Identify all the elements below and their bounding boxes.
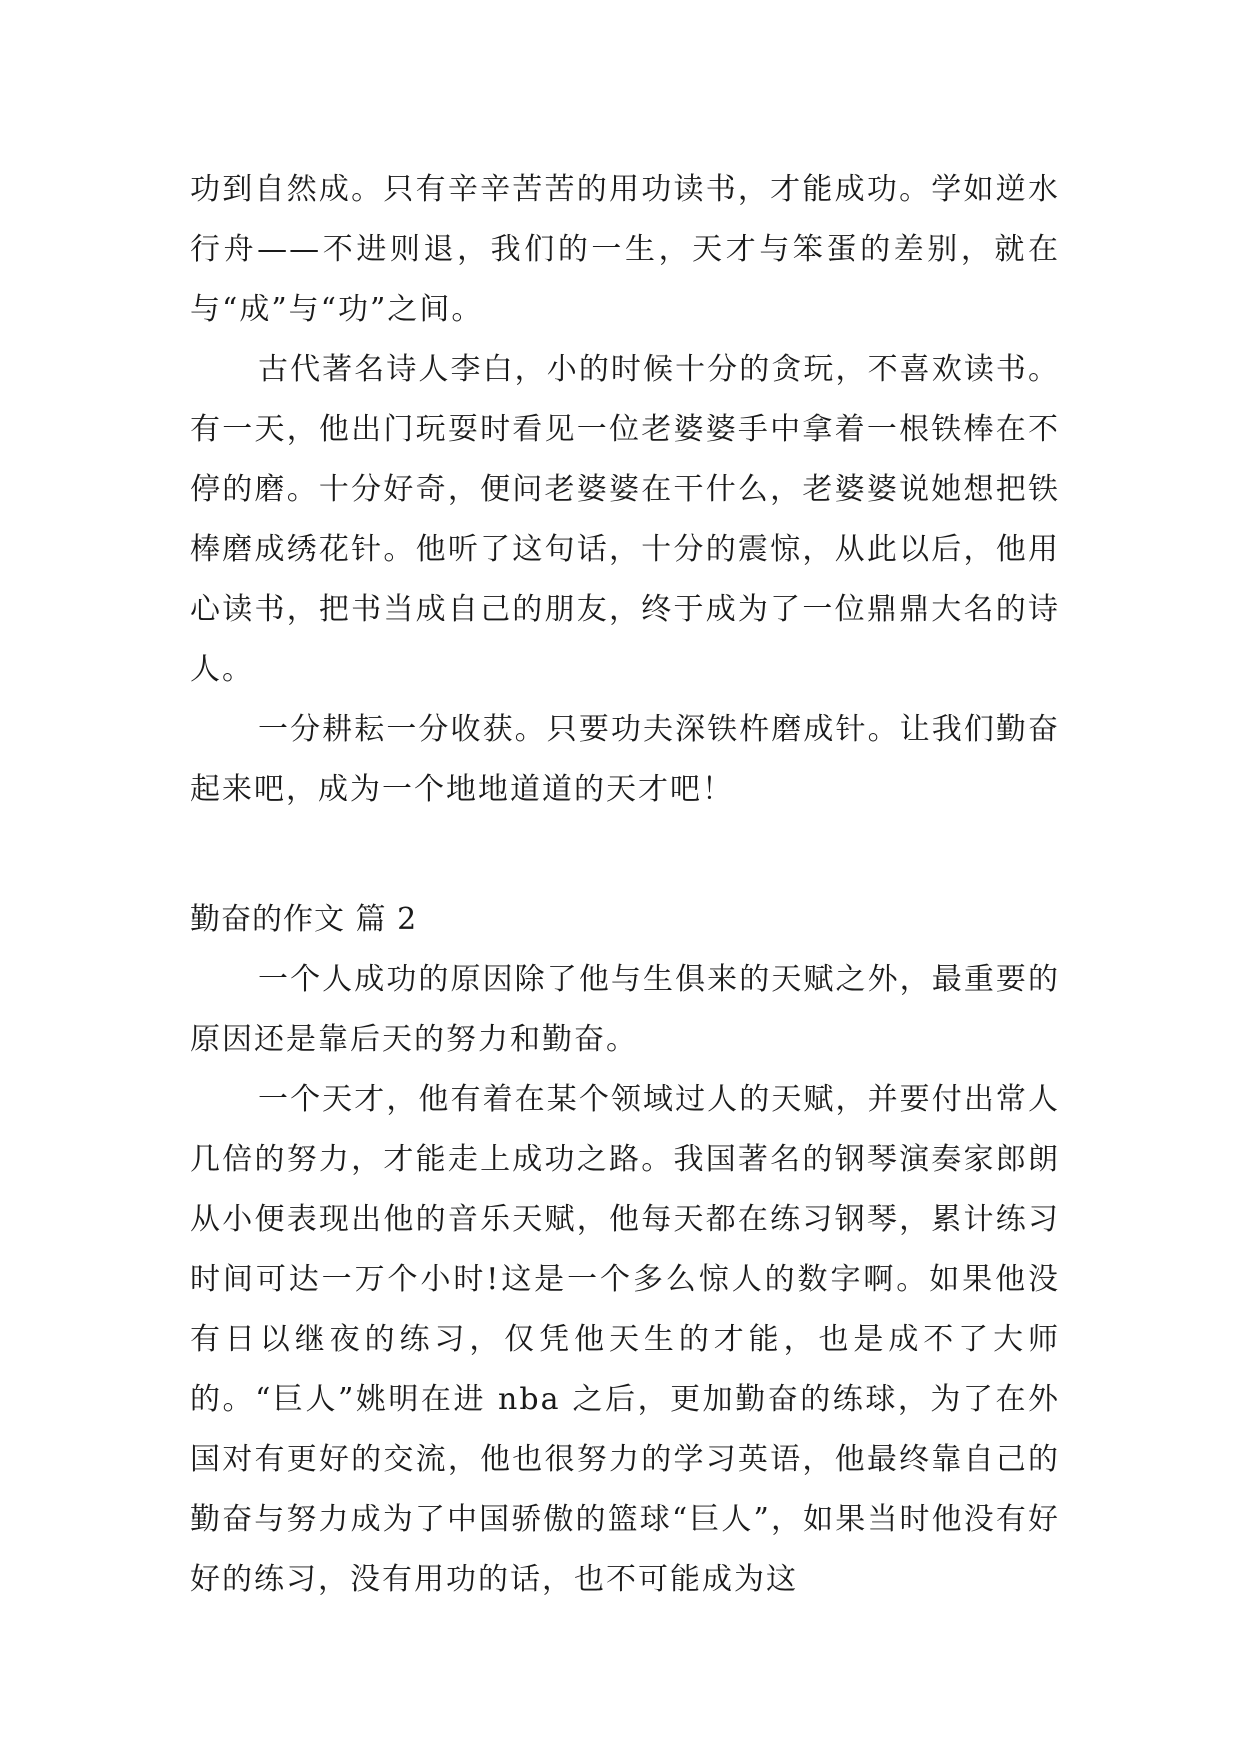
- paragraph-examples: 一个天才，他有着在某个领域过人的天赋，并要付出常人几倍的努力，才能走上成功之路。我国著名的钢琴演奏家郎朗从小便表现出他的音乐天赋，他每天都在练习钢琴，累计练习时间可达一万个小时!这是一个多么惊人的数字啊。如果他没有日以继夜的练习，仅凭他天生的才能，也是成不了大师的。“巨人”姚明在进 nba 之后，更加勤奋的练球，为了在外国对有更好的交流，他也很努力的学习英语，他最终靠自己的勤奋与努力成为了中国骄傲的篮球“巨人”，如果当时他没有好好的练习，没有用功的话，也不可能成为这: [190, 1082, 1060, 1597]
- paragraph-li-bai-story: 古代著名诗人李白，小的时候十分的贪玩，不喜欢读书。有一天，他出门玩耍时看见一位老婆婆手中拿着一根铁棒在不停的磨。十分好奇，便问老婆婆在干什么，老婆婆说她想把铁棒磨成绣花针。他听了这句话，十分的震惊，从此以后，他用心读书，把书当成自己的朋友，终于成为了一位鼎鼎大名的诗人。: [190, 352, 1060, 687]
- document-body: [190, 160, 1060, 1610]
- paragraph-conclusion: 一分耕耘一分收获。只要功夫深铁杵磨成针。让我们勤奋起来吧，成为一个地地道道的天才吧！: [190, 712, 1060, 807]
- paragraph-intro: 一个人成功的原因除了他与生俱来的天赋之外，最重要的原因还是靠后天的努力和勤奋。: [190, 962, 1060, 1057]
- paragraph-continuation: 功到自然成。只有辛辛苦苦的用功读书，才能成功。学如逆水行舟——不进则退，我们的一生，天才与笨蛋的差别，就在与“成”与“功”之间。: [190, 172, 1060, 327]
- section-title: 勤奋的作文 篇 2: [190, 902, 418, 937]
